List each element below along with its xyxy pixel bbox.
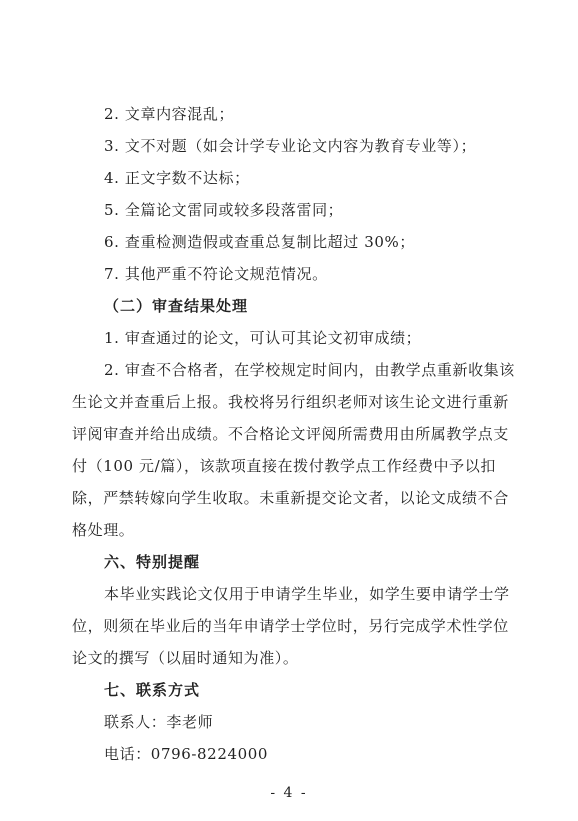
review-result-paragraph-2-line-2: 生论文并查重后上报。我校将另行组织老师对该生论文进行重新 bbox=[72, 393, 509, 411]
review-result-paragraph-2-line-4: 付（100 元/篇），该款项直接在拨付教学点工作经费中予以扣 bbox=[72, 457, 496, 475]
review-result-paragraph-2-line-3: 评阅审查并给出成绩。不合格论文评阅所需费用由所属教学点支 bbox=[72, 425, 509, 443]
review-result-paragraph-2-line-5: 除，严禁转嫁向学生收取。未重新提交论文者，以论文成绩不合 bbox=[72, 489, 509, 507]
section-7-heading: 七、联系方式 bbox=[104, 681, 201, 699]
list-item-4: 4. 正文字数不达标； bbox=[104, 169, 250, 187]
list-item-7: 7. 其他严重不符论文规范情况。 bbox=[104, 265, 328, 283]
review-result-paragraph-2-line-1: 2. 审查不合格者，在学校规定时间内，由教学点重新收集该 bbox=[104, 361, 515, 379]
list-item-5: 5. 全篇论文雷同或较多段落雷同； bbox=[104, 201, 344, 219]
section-6-heading: 六、特别提醒 bbox=[104, 553, 201, 571]
review-result-heading: （二）审查结果处理 bbox=[104, 297, 249, 315]
list-item-3: 3. 文不对题（如会计学专业论文内容为教育专业等）； bbox=[104, 137, 477, 155]
contact-person: 联系人：李老师 bbox=[104, 713, 214, 731]
contact-phone: 电话：0796-8224000 bbox=[104, 745, 269, 763]
review-result-paragraph-2-line-6: 格处理。 bbox=[72, 521, 135, 539]
list-item-2: 2. 文章内容混乱； bbox=[104, 105, 235, 123]
section-6-line-3: 论文的撰写（以届时通知为准）。 bbox=[72, 649, 299, 667]
review-result-paragraph-1: 1. 审查通过的论文，可认可其论文初审成绩； bbox=[104, 329, 422, 347]
page-number: - 4 - bbox=[270, 785, 308, 801]
list-item-6: 6. 查重检测造假或查重总复制比超过 30%； bbox=[104, 233, 415, 251]
section-6-line-1: 本毕业实践论文仅用于申请学生毕业，如学生要申请学士学 bbox=[104, 585, 510, 603]
section-6-line-2: 位，则须在毕业后的当年申请学士学位时，另行完成学术性学位 bbox=[72, 617, 509, 635]
